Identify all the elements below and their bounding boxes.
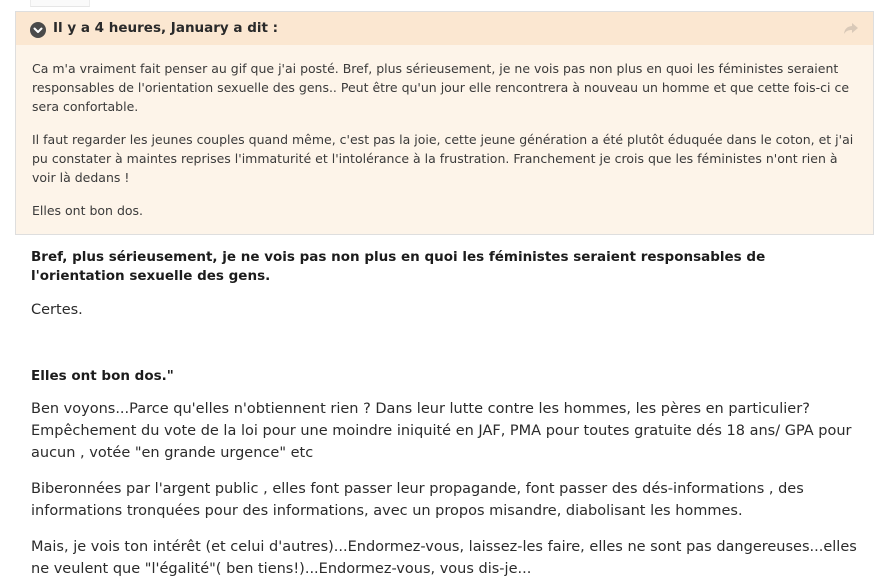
quote-header <box>16 12 873 45</box>
reply-text: Certes. <box>31 302 83 318</box>
quote-paragraph: Elles ont bon dos. <box>32 203 144 218</box>
quote-paragraph: Il faut regarder les jeunes couples quand même, c'est pas la joie, cette jeune génération a été plutôt éduquée dans le coton, et j'ai pu constater à maintes reprises l'immaturité et l'intolérance à la frustration. Franchement je crois que les féministes n'ont rien à voir là dedans ! <box>32 132 854 185</box>
chevron-down-icon[interactable] <box>30 22 46 38</box>
quote-attribution[interactable]: Il y a 4 heures, January a dit : <box>53 20 279 36</box>
reply-text: Ben voyons...Parce qu'elles n'obtiennent rien ? Dans leur lutte contre les hommes, les pères en particulier? Empêchement du vote de la loi pour une moindre iniquité en JAF, PMA pour toutes gratuite dés 18 ans/ GPA pour aucun , votée "en grande urgence" etc <box>31 401 852 461</box>
bold-quoted-text: Bref, plus sérieusement, je ne vois pas non plus en quoi les féministes seraient responsables de l'orientation sexuelle des gens. <box>31 249 766 284</box>
post-content <box>31 248 861 580</box>
share-arrow-icon[interactable] <box>843 21 859 35</box>
reply-text: Mais, je vois ton intérêt (et celui d'autres)...Endormez-vous, laissez-les faire, elles ne sont pas dangereuses...elles ne veulent que "l'égalité"( ben tiens!)...Endormez-vous, vous dis-je... <box>31 539 857 577</box>
bold-quoted-text: Elles ont bon dos." <box>31 368 174 384</box>
quote-block <box>15 11 874 235</box>
top-tab-edge <box>30 0 90 7</box>
quote-paragraph: Ca m'a vraiment fait penser au gif que j'ai posté. Bref, plus sérieusement, je ne vois pas non plus en quoi les féministes seraient responsables de l'orientation sexuelle des gens.. Peut être qu'un jour elle rencontrera à nouveau un homme et que cette fois-ci ce sera confortable. <box>32 61 850 114</box>
reply-text: Biberonnées par l'argent public , elles font passer leur propagande, font passer des dés-informations , des informations tronquées pour des informations, avec un propos misandre, diabolisant les hommes. <box>31 481 804 519</box>
quote-body <box>16 45 873 220</box>
